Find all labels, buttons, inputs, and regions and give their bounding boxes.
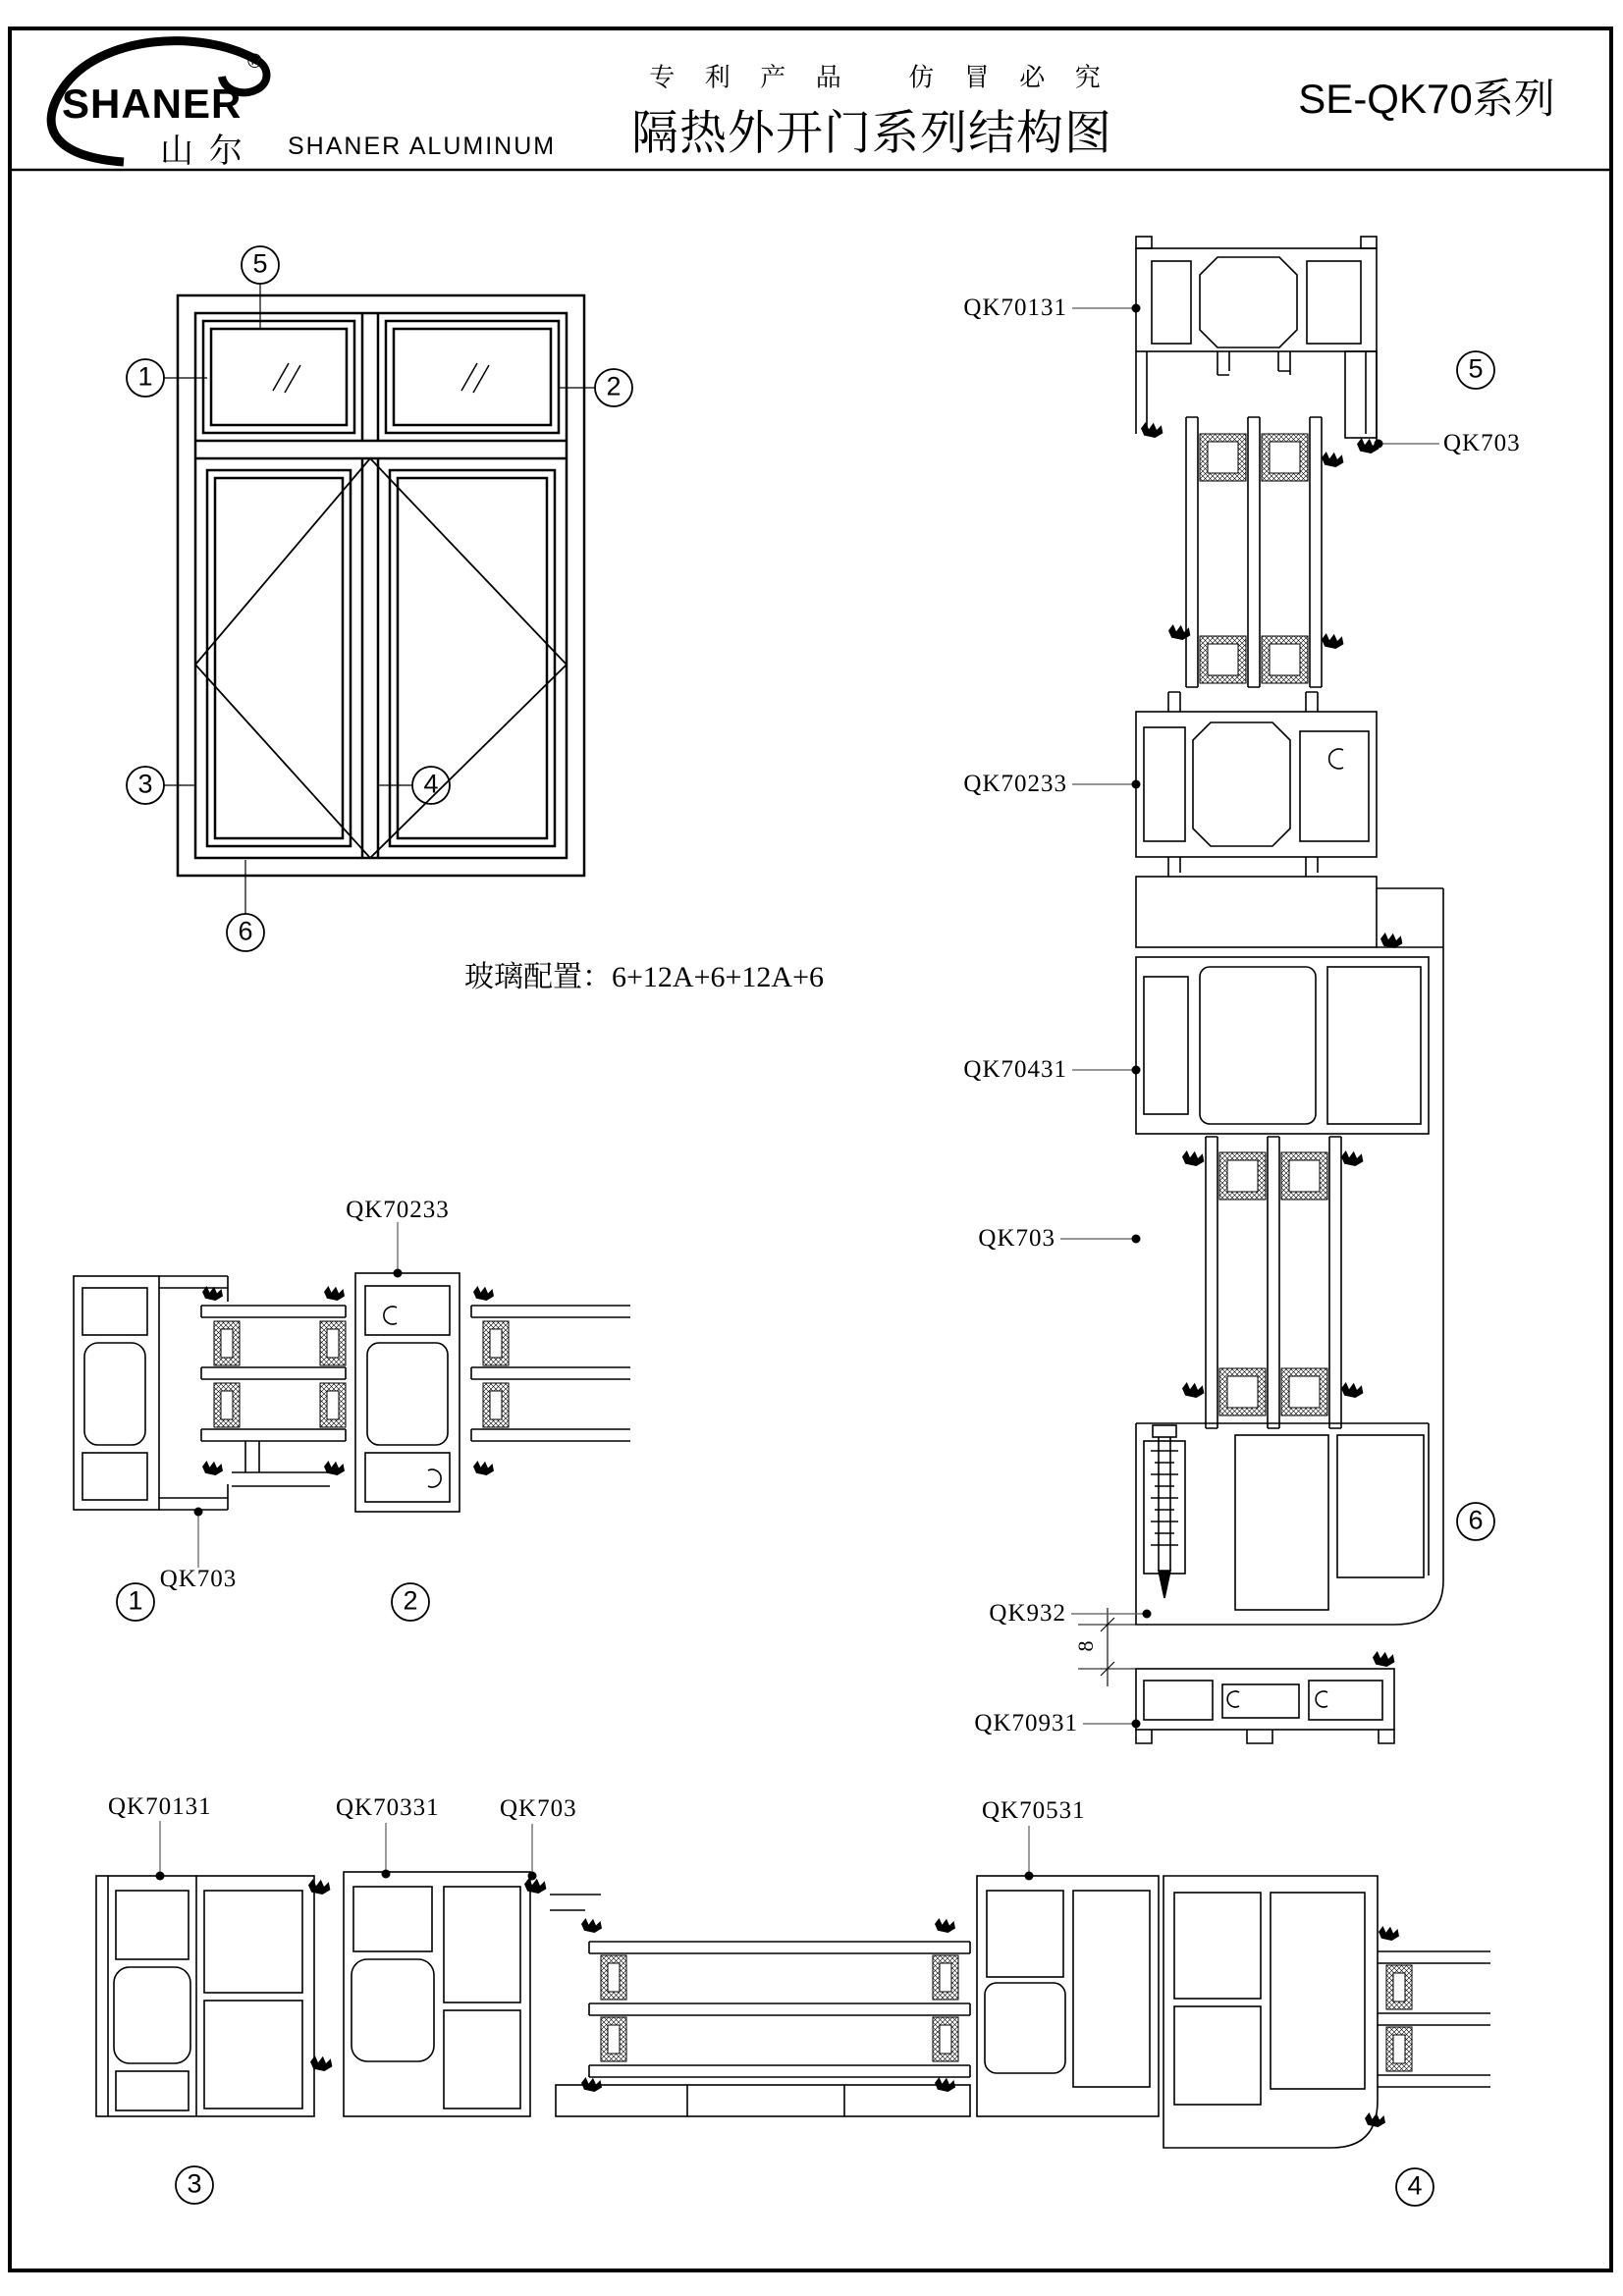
elevation-leaders	[164, 284, 595, 914]
registered-mark-icon: ®	[247, 51, 262, 73]
glass-config: 玻璃配置：6+12A+6+12A+6	[464, 961, 825, 993]
label-qk932: QK932	[989, 1600, 1066, 1627]
vertical-section	[1078, 237, 1443, 1743]
callout-4-elevation: 4	[423, 769, 439, 799]
callout-1-elevation: 1	[137, 361, 153, 392]
patent-notice: 专 利 产 品 仿 冒 必 究	[649, 63, 1112, 92]
callout-3-elevation: 3	[137, 769, 153, 799]
callout-1-section: 1	[128, 1585, 143, 1616]
horizontal-section-mid	[74, 1273, 630, 1512]
callout-6-elevation: 6	[238, 916, 253, 946]
callout-5-elevation: 5	[252, 248, 268, 279]
sheet-title: 隔热外开门系列结构图	[630, 107, 1113, 160]
label-qk70531: QK70531	[982, 1797, 1086, 1824]
callout-5-section: 5	[1468, 353, 1484, 384]
horizontal-section-bottom	[96, 1872, 1490, 2148]
label-qk70233-mid: QK70233	[346, 1197, 450, 1223]
label-qk703-bottom: QK703	[500, 1795, 577, 1822]
label-qk703-midsection: QK703	[159, 1566, 238, 1592]
leader-dots	[156, 304, 1383, 1881]
label-qk70331: QK70331	[336, 1794, 440, 1821]
logo-chinese: 山尔	[160, 133, 258, 170]
label-qk703-mid: QK703	[978, 1225, 1055, 1252]
callout-circles	[117, 246, 1494, 2206]
door-elevation	[178, 295, 584, 876]
logo-text: SHANER	[62, 80, 243, 127]
label-qk70131-vertical: QK70131	[963, 294, 1067, 321]
callout-6-section: 6	[1468, 1505, 1484, 1535]
label-qk70233-vertical: QK70233	[963, 771, 1067, 797]
sheet-border	[10, 28, 1611, 2270]
dimension-8: 8	[1073, 1640, 1098, 1652]
callout-3-section: 3	[187, 2168, 202, 2199]
label-qk70931: QK70931	[974, 1710, 1078, 1736]
callout-2-elevation: 2	[606, 371, 622, 401]
series-name: SE-QK70系列	[1298, 76, 1555, 122]
callout-2-section: 2	[403, 1585, 418, 1616]
label-qk70431: QK70431	[963, 1056, 1067, 1083]
company-name: SHANER ALUMINUM	[288, 133, 557, 160]
callout-4-section: 4	[1407, 2170, 1423, 2201]
label-qk703-top: QK703	[1443, 430, 1521, 456]
label-qk70131-bottom: QK70131	[108, 1793, 212, 1820]
